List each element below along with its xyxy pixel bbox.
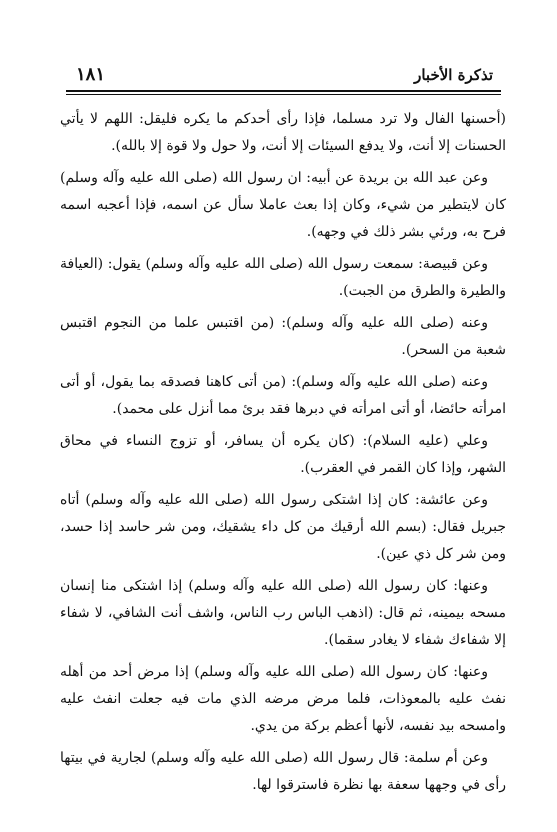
running-title: تذكرة الأخبار <box>414 66 493 84</box>
page-header <box>66 60 501 96</box>
paragraph: وعنه (صلى الله عليه وآله وسلم): (من أتى كاهنا فصدقه بما يقول، أو أتى امرأته حائضا، أو أتى امرأته في دبرها فقد برئ مما أنزل على محمد). <box>60 374 506 417</box>
paragraph: وعن قبيصة: سمعت رسول الله (صلى الله عليه وآله وسلم) يقول: (العيافة والطيرة والطرق من الجبت). <box>60 256 506 299</box>
header-rule-thin <box>66 94 501 95</box>
body-text <box>60 106 506 804</box>
paragraph: وعلي (عليه السلام): (كان يكره أن يسافر، أو تزوج النساء في محاق الشهر، وإذا كان القمر في العقرب). <box>60 433 506 476</box>
page-number: ١٨١ <box>76 64 106 85</box>
paragraph: وعن عائشة: كان إذا اشتكى رسول الله (صلى الله عليه وآله وسلم) أتاه جبريل فقال: (بسم الله أرقيك من كل داء يشقيك، ومن شر حاسد إذا حسد، ومن شر كل ذي عين). <box>60 492 506 562</box>
paragraph: وعن عبد الله بن بريدة عن أبيه: ان رسول الله (صلى الله عليه وآله وسلم) كان لايتطير من شيء، وكان إذا بعث عاملا سأل عن اسمه، فإذا أعجبه اسمه فرح به، ورئي بشر ذلك في وجهه). <box>60 170 506 240</box>
paragraph: وعنه (صلى الله عليه وآله وسلم): (من اقتبس علما من النجوم اقتبس شعبة من السحر). <box>60 315 506 358</box>
paragraph: وعن أم سلمة: قال رسول الله (صلى الله عليه وآله وسلم) لجارية في بيتها رأى في وجهها سعفة بها نظرة فاسترقوا لها. <box>60 750 506 793</box>
paragraph: (أحسنها الفال ولا ترد مسلما، فإذا رأى أحدكم ما يكره فليقل: اللهم لا يأتي الحسنات إلا أنت، ولا يدفع السيئات إلا أنت، ولا حول ولا قوة إلا بالله). <box>60 111 506 154</box>
paragraph: وعنها: كان رسول الله (صلى الله عليه وآله وسلم) إذا مرض أحد من أهله نفث عليه بالمعوذات، فلما مرض مرضه الذي مات فيه جعلت انفث عليه وامسحه بيد نفسه، لأنها أعظم بركة من يدي. <box>60 664 506 734</box>
paragraph: وعنها: كان رسول الله (صلى الله عليه وآله وسلم) إذا اشتكى منا إنسان مسحه بيمينه، ثم قال: (اذهب الباس رب الناس، واشف أنت الشافي، لا شفاء إلا شفاءك شفاء لا يغادر سقما). <box>60 578 506 648</box>
header-rule <box>66 90 501 92</box>
